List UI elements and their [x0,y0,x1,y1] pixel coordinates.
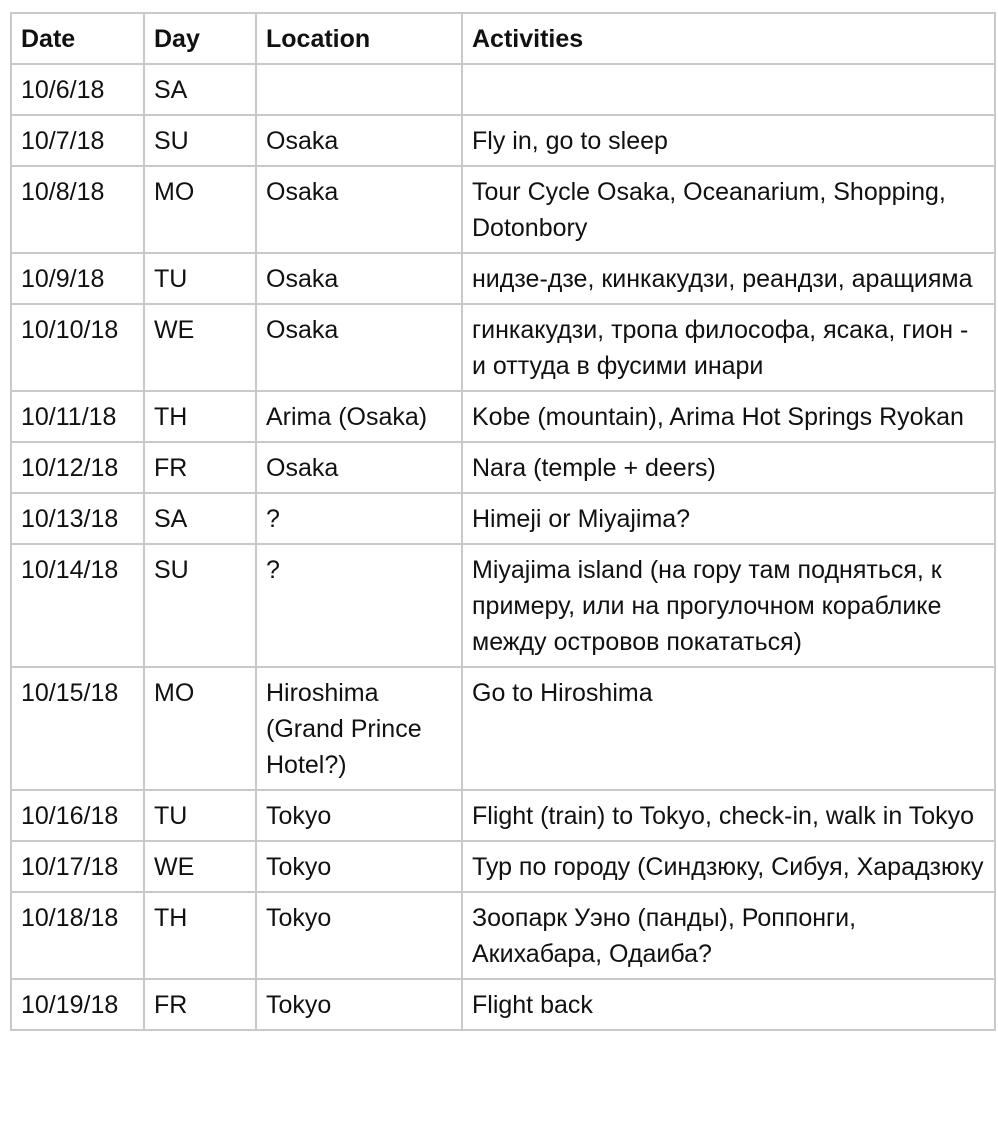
table-row [11,64,995,115]
activities-cell: Fly in, go to sleep [462,115,995,166]
table-row [11,391,995,442]
location-cell: Osaka [256,166,462,253]
date-cell: 10/18/18 [11,892,144,979]
activities-cell: Miyajima island (на гору там подняться, к примеру, или на прогулочном кораблике между островов покататься) [462,544,995,667]
location-cell: ? [256,493,462,544]
table-row [11,979,995,1030]
activities-cell: Kobe (mountain), Arima Hot Springs Ryokan [462,391,995,442]
day-cell: TU [144,253,256,304]
activities-cell: Flight back [462,979,995,1030]
location-cell: Tokyo [256,892,462,979]
location-cell: Arima (Osaka) [256,391,462,442]
activities-cell [462,64,995,115]
header-date: Date [11,13,144,64]
table-row [11,304,995,391]
day-cell: WE [144,841,256,892]
day-cell: WE [144,304,256,391]
day-cell: SU [144,544,256,667]
activities-cell: нидзе-дзе, кинкакудзи, реандзи, аращияма [462,253,995,304]
table-row [11,115,995,166]
table-row [11,892,995,979]
day-cell: TH [144,892,256,979]
location-cell: Osaka [256,304,462,391]
table-row [11,667,995,790]
date-cell: 10/11/18 [11,391,144,442]
table-row [11,253,995,304]
date-cell: 10/12/18 [11,442,144,493]
day-cell: SU [144,115,256,166]
activities-cell: Nara (temple + deers) [462,442,995,493]
day-cell: SA [144,64,256,115]
date-cell: 10/19/18 [11,979,144,1030]
day-cell: FR [144,442,256,493]
date-cell: 10/9/18 [11,253,144,304]
date-cell: 10/17/18 [11,841,144,892]
day-cell: MO [144,667,256,790]
table-row [11,790,995,841]
day-cell: MO [144,166,256,253]
header-day: Day [144,13,256,64]
date-cell: 10/6/18 [11,64,144,115]
itinerary-table [10,12,996,1031]
table-row [11,166,995,253]
date-cell: 10/10/18 [11,304,144,391]
activities-cell: Tour Cycle Osaka, Oceanarium, Shopping, Dotonbory [462,166,995,253]
activities-cell: Go to Hiroshima [462,667,995,790]
table-row [11,841,995,892]
activities-cell: Тур по городу (Синдзюку, Сибуя, Харадзюку [462,841,995,892]
location-cell: ? [256,544,462,667]
day-cell: SA [144,493,256,544]
activities-cell: Зоопарк Уэно (панды), Роппонги, Акихабара, Одаиба? [462,892,995,979]
date-cell: 10/7/18 [11,115,144,166]
table-row [11,544,995,667]
location-cell: Tokyo [256,979,462,1030]
day-cell: FR [144,979,256,1030]
location-cell: Osaka [256,253,462,304]
day-cell: TH [144,391,256,442]
header-activities: Activities [462,13,995,64]
location-cell: Tokyo [256,841,462,892]
header-location: Location [256,13,462,64]
location-cell [256,64,462,115]
activities-cell: гинкакудзи, тропа философа, ясака, гион - и оттуда в фусими инари [462,304,995,391]
location-cell: Tokyo [256,790,462,841]
location-cell: Osaka [256,115,462,166]
date-cell: 10/13/18 [11,493,144,544]
date-cell: 10/16/18 [11,790,144,841]
day-cell: TU [144,790,256,841]
table-row [11,442,995,493]
location-cell: Osaka [256,442,462,493]
date-cell: 10/14/18 [11,544,144,667]
date-cell: 10/8/18 [11,166,144,253]
activities-cell: Himeji or Miyajima? [462,493,995,544]
header-row [11,13,995,64]
table-row [11,493,995,544]
activities-cell: Flight (train) to Tokyo, check-in, walk in Tokyo [462,790,995,841]
location-cell: Hiroshima (Grand Prince Hotel?) [256,667,462,790]
date-cell: 10/15/18 [11,667,144,790]
